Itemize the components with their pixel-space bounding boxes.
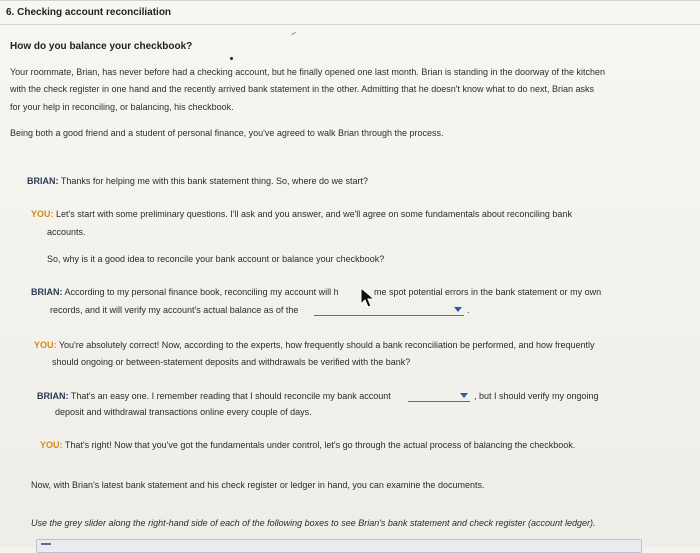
page-title: 6. Checking account reconciliation bbox=[6, 7, 172, 18]
examine-text: Now, with Brian's latest bank statement and his check register or ledger in hand, you can examine the documents. bbox=[31, 480, 485, 490]
dialog-you-1-question: So, why is it a good idea to reconcile your bank account or balance your checkbook? bbox=[47, 254, 385, 264]
speaker-brian: BRIAN: bbox=[37, 391, 69, 401]
intro-line-3: for your help in reconciling, or balancing, his checkbook. bbox=[10, 102, 234, 112]
dialog-you-3 bbox=[40, 439, 575, 451]
dialog-text: That's an easy one. I remember reading that I should reconcile my bank account bbox=[70, 391, 391, 401]
intro-line-1: Your roommate, Brian, has never before had a checking account, but he finally opened one last month. Brian is standing in the doorway of the kitchen bbox=[10, 67, 606, 77]
slider-handle[interactable] bbox=[41, 543, 51, 545]
speaker-you: YOU: bbox=[40, 440, 63, 450]
reconcile-frequency-dropdown[interactable] bbox=[408, 391, 470, 402]
dialog-you-1 bbox=[31, 208, 572, 220]
dialog-text: According to my personal finance book, reconciling my account will h bbox=[64, 287, 339, 297]
chevron-down-icon bbox=[454, 307, 462, 312]
section-question: How do you balance your checkbook? bbox=[10, 41, 193, 52]
dialog-text: Let's start with some preliminary questions. I'll ask and you answer, and we'll agree on some fundamentals about reconciling bank bbox=[56, 209, 572, 219]
speaker-you: YOU: bbox=[34, 340, 57, 350]
dialog-brian-3 bbox=[37, 390, 391, 402]
dialog-brian-2-line-2: records, and it will verify my account's actual balance as of the bbox=[50, 305, 299, 315]
dialog-brian-3-line-2: deposit and withdrawal transactions online every couple of days. bbox=[55, 407, 312, 417]
dialog-you-1-line-2: accounts. bbox=[47, 227, 86, 237]
slider-instruction: Use the grey slider along the right-hand side of each of the following boxes to see Brian's bank statement and check register (account ledger). bbox=[31, 518, 596, 528]
dialog-text: Thanks for helping me with this bank statement thing. So, where do we start? bbox=[60, 176, 369, 186]
dialog-you-2-line-2: should ongoing or between-statement deposits and withdrawals be verified with the bank? bbox=[52, 357, 411, 367]
dialog-brian-2 bbox=[31, 286, 339, 298]
dialog-brian-2-cont: me spot potential errors in the bank statement or my own bbox=[374, 287, 602, 297]
top-divider bbox=[0, 0, 700, 1]
title-divider bbox=[0, 24, 700, 25]
dialog-brian-3-cont: , but I should verify my ongoing bbox=[474, 391, 599, 401]
speaker-brian: BRIAN: bbox=[27, 176, 59, 186]
dialog-you-2 bbox=[34, 339, 595, 351]
chevron-down-icon bbox=[460, 393, 468, 398]
speaker-you: YOU: bbox=[31, 209, 54, 219]
dialog-brian-2-period: . bbox=[467, 305, 470, 315]
dialog-text: That's right! Now that you've got the fundamentals under control, let's go through the actual process of balancing the checkbook. bbox=[64, 440, 576, 450]
bank-statement-box[interactable] bbox=[36, 539, 642, 553]
dialog-brian-1 bbox=[27, 175, 368, 187]
intro-line-2: with the check register in one hand and the recently arrived bank statement in the other. Admitting that he doesn't know what to do next, Brian asks bbox=[10, 84, 595, 94]
dialog-text: You're absolutely correct! Now, according to the experts, how frequently should a bank reconciliation be performed, and how frequently bbox=[58, 340, 595, 350]
intro-paragraph-2: Being both a good friend and a student of personal finance, you've agreed to walk Brian through the process. bbox=[10, 128, 444, 138]
speaker-brian: BRIAN: bbox=[31, 287, 63, 297]
dot-mark bbox=[230, 57, 233, 60]
pen-mark bbox=[291, 32, 296, 35]
mouse-cursor-icon bbox=[360, 287, 376, 309]
balance-date-dropdown[interactable] bbox=[314, 305, 464, 316]
